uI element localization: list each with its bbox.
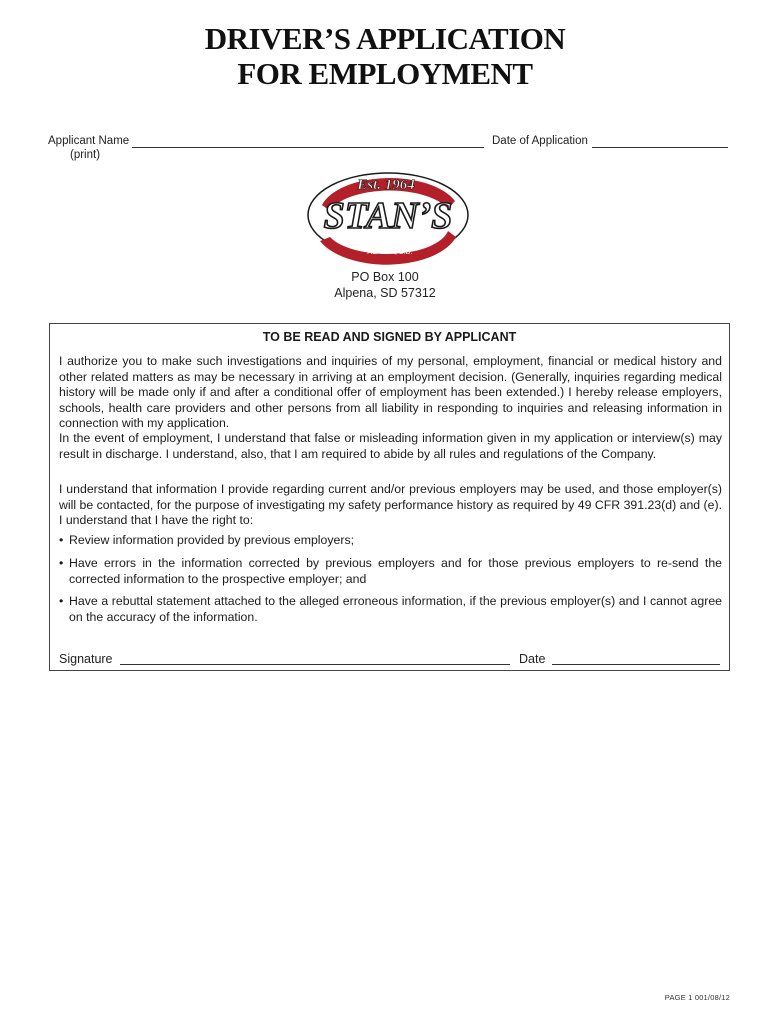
rights-bullet-3: • Have a rebuttal statement attached to the alleged erroneous information, if the previous employer(s) and I cannot agree on the accuracy of the information. xyxy=(59,594,722,624)
logo-brand-text: STAN’S xyxy=(323,195,453,237)
logo-location-text: ALPENA, S.D. xyxy=(367,249,413,256)
authorization-paragraph-3: I understand that information I provide regarding current and/or previous employers may be used, and those employer(s) will be contacted, for the purpose of investigating my safety performance history as required by 49 CFR 391.23(d) and (e). I understand that I have the right to: xyxy=(59,482,722,527)
document-title-line1: DRIVER’S APPLICATION xyxy=(204,21,566,56)
signature-date-field[interactable] xyxy=(552,664,720,665)
applicant-name-print-hint: (print) xyxy=(70,149,101,161)
page-footer: PAGE 1 001/08/12 xyxy=(664,993,730,1002)
company-logo xyxy=(300,165,475,265)
signature-label: Signature xyxy=(59,652,113,666)
date-of-application-field[interactable] xyxy=(592,147,728,148)
signature-date-label: Date xyxy=(519,652,546,666)
rights-bullet-2-text: Have errors in the information corrected by previous employers and for those previous employers to re-send the corrected information to the prospective employer; and xyxy=(69,556,722,586)
signature-field[interactable] xyxy=(120,664,510,665)
rights-bullet-1-text: Review information provided by previous employers; xyxy=(69,533,355,547)
date-of-application-label: Date of Application xyxy=(492,135,588,147)
address-line1: PO Box 100 xyxy=(351,270,419,284)
authorization-box xyxy=(49,323,730,671)
logo-est-text: Est. 1964 xyxy=(357,177,415,193)
authorization-paragraph-2: In the event of employment, I understand that false or misleading information given in my application or interview(s) may result in discharge. I understand, also, that I am required to abide by all rules and regulations of the Company. xyxy=(59,431,722,461)
rights-bullet-2: • Have errors in the information corrected by previous employers and for those previous employers to re-send the corrected information to the prospective employer; and xyxy=(59,556,722,586)
address-line2: Alpena, SD 57312 xyxy=(334,286,436,300)
rights-bullet-1: • Review information provided by previous employers; xyxy=(59,533,355,547)
applicant-name-label: Applicant Name xyxy=(48,135,130,147)
document-title-line2: FOR EMPLOYMENT xyxy=(237,56,533,91)
authorization-paragraph-1: I authorize you to make such investigations and inquiries of my personal, employment, financial or medical history and other related matters as may be necessary in arriving at an employment decision. (Generally, inquiries regarding medical history will be made only if and after a conditional offer of employment has been extended.) I hereby release employers, schools, health care providers and other persons from all liability in responding to inquiries and releasing information in connection with my application. xyxy=(59,354,722,430)
rights-bullet-3-text: Have a rebuttal statement attached to the alleged erroneous information, if the previous employer(s) and I cannot agree on the accuracy of the information. xyxy=(69,594,722,624)
applicant-name-field[interactable] xyxy=(132,147,484,148)
authorization-heading: TO BE READ AND SIGNED BY APPLICANT xyxy=(262,330,517,344)
